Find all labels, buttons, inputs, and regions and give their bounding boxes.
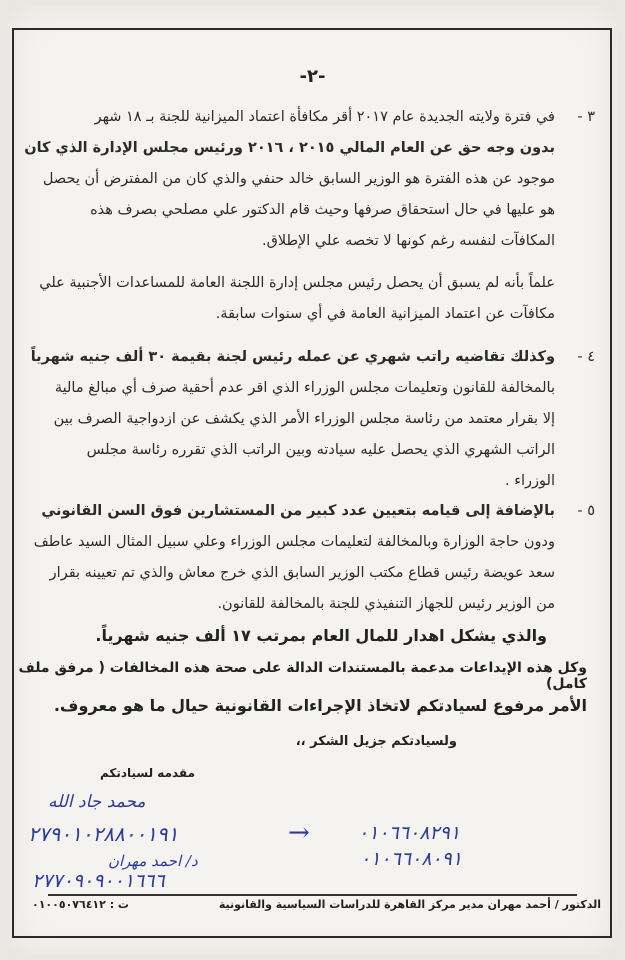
- item-3-note: [25, 268, 595, 338]
- item-3: [25, 102, 595, 262]
- handwritten-id-number: ٢٧٩٠١٠٢٨٨٠٠١٩١: [28, 822, 179, 846]
- item-5: [25, 496, 595, 626]
- handwritten-phone: ٠١٠٦٦٠٨٢٩١: [358, 822, 461, 844]
- item-line: مكافآت عن اعتماد الميزانية العامة في أي سنوات سابقة.: [215, 306, 555, 322]
- salary-line: والذي يشكل اهدار للمال العام بمرتب ١٧ ألف جنيه شهرياً.: [95, 626, 547, 645]
- footer-author: الدكتور / أحمد مهران مدير مركز القاهرة للدراسات السياسية والقانونية: [218, 898, 601, 911]
- item-line: علماً بأنه لم يسبق أن يحصل رئيس مجلس إدارة اللجنة العامة للمساعدات الأجنبية علي: [39, 275, 555, 291]
- item-line: الراتب الشهري الذي يحصل عليه سيادته وبين الراتب الذي تقرره رئاسة مجلس: [86, 442, 555, 458]
- item-line: الوزراء .: [504, 473, 555, 489]
- item-number: ٣ -: [577, 109, 595, 125]
- item-line: بدون وجه حق عن العام المالي ٢٠١٥ ، ٢٠١٦ ورئيس مجلس الإدارة الذي كان: [24, 140, 555, 156]
- item-line: موجود عن هذه الفترة هو الوزير السابق خالد حنفي والذي كان من المفترض أن يحصل: [42, 171, 555, 187]
- handwritten-phone: ٠١٠٦٦٠٨٠٩١: [360, 848, 463, 870]
- item-line: المكافآت لنفسه رغم كونها لا تخصه علي الإطلاق.: [261, 233, 555, 249]
- thanks-line: ولسيادتكم جزيل الشكر ،،: [295, 734, 457, 749]
- item-number: ٥ -: [577, 503, 595, 519]
- item-line: سعد عويضة رئيس قطاع مكتب الوزير السابق الذي خرج معاش والذي تم تعيينه بقرار: [49, 565, 555, 581]
- item-number: ٤ -: [577, 349, 595, 365]
- footer-divider: [48, 894, 577, 896]
- handwritten-name: محمد جاد الله: [48, 792, 146, 812]
- page-number: -٢-: [299, 66, 326, 87]
- item-line: من الوزير رئيس للجهاز التنفيذي للجنة بالمخالفة للقانون.: [217, 596, 555, 612]
- item-line: بالمخالفة للقانون وتعليمات مجلس الوزراء الذي اقر عدم أحقية صرف أي مبالغ مالية: [54, 380, 555, 396]
- footer-phone: ت : ٠١٠٠٥٠٧٦٤١٢: [32, 898, 129, 911]
- submitter-label: مقدمه لسيادتكم: [99, 766, 195, 780]
- document-page: [8, 6, 617, 954]
- item-line: بالإضافة إلى قيامه بتعيين عدد كبير من المستشارين فوق السن القانوني: [41, 503, 555, 519]
- handwritten-id-number: ٢٧٧٠٩٠٩٠٠١٦٦٦: [32, 870, 165, 892]
- item-line: هو عليها في حال استحقاق صرفها وحيث قام الدكتور علي مصلحي بصرف هذه: [90, 202, 555, 218]
- item-line: وكذلك تقاضيه راتب شهري عن عمله رئيس لجنة بقيمة ٣٠ ألف جنيه شهرياً: [30, 349, 555, 365]
- arrow-icon: →: [288, 818, 311, 848]
- item-line: إلا بقرار معتمد من رئاسة مجلس الوزراء الأمر الذي يكشف عن ازدواجية الصرف بين: [53, 411, 555, 427]
- item-4: [25, 342, 595, 502]
- request-line: الأمر مرفوع لسيادتكم لاتخاذ الإجراءات القانونية حيال ما هو معروف.: [53, 696, 587, 715]
- handwritten-name: د/ احمد مهران: [108, 852, 198, 870]
- item-line: ودون حاجة الوزارة وبالمخالفة لتعليمات مجلس الوزراء وعلي سبيل المثال السيد عاطف: [33, 534, 555, 550]
- attachments-line: وكل هذه الإيداعات مدعمة بالمستندات الدالة على صحة هذه المخالفات ( مرفق ملف كامل): [18, 660, 587, 692]
- item-line: في فترة ولايته الجديدة عام ٢٠١٧ أقر مكافأة اعتماد الميزانية للجنة بـ ١٨ شهر: [94, 109, 555, 125]
